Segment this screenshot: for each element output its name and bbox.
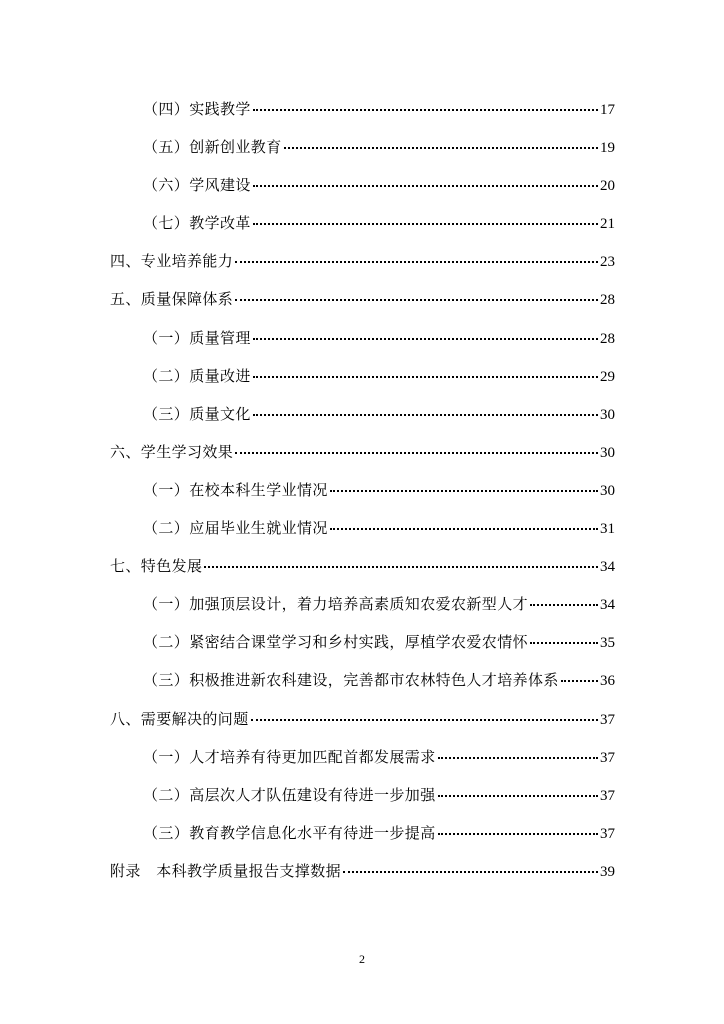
toc-entry-title: 七、特色发展 <box>110 557 203 576</box>
toc-entry-page: 30 <box>600 444 615 461</box>
toc-entry-page: 35 <box>600 635 615 652</box>
toc-entry[interactable] <box>110 280 615 318</box>
toc-entry-title: 六、学生学习效果 <box>110 442 234 461</box>
toc-entry-title: 八、需要解决的问题 <box>110 709 249 728</box>
toc-entry-title: （二）紧密结合课堂学习和乡村实践，厚植学农爱农情怀 <box>143 633 529 652</box>
toc-entry[interactable] <box>110 242 615 280</box>
toc-entry-page: 39 <box>600 863 615 880</box>
toc-dot-leader <box>438 757 598 759</box>
toc-entry-title: 附录 本科教学质量报告支撑数据 <box>110 861 342 880</box>
toc-entry[interactable] <box>110 433 615 471</box>
toc-dot-leader <box>253 185 598 187</box>
toc-entry-page: 37 <box>600 749 615 766</box>
toc-entry[interactable] <box>110 357 615 395</box>
toc-entry-page: 31 <box>600 521 615 538</box>
toc-entry[interactable] <box>110 700 615 738</box>
toc-entry-page: 30 <box>600 406 615 423</box>
toc-entry-page: 28 <box>600 292 615 309</box>
toc-entry-title: （一）人才培养有待更加匹配首都发展需求 <box>143 747 436 766</box>
toc-entry-page: 34 <box>600 559 615 576</box>
toc-entry[interactable] <box>110 738 615 776</box>
toc-dot-leader <box>438 795 598 797</box>
toc-dot-leader <box>253 109 598 111</box>
toc-entry-title: （五）创新创业教育 <box>143 138 282 157</box>
toc-entry[interactable] <box>110 128 615 166</box>
toc-entry[interactable] <box>110 509 615 547</box>
toc-entry[interactable] <box>110 90 615 128</box>
toc-entry-page: 30 <box>600 482 615 499</box>
toc-entry-page: 36 <box>600 673 615 690</box>
toc-entry-page: 19 <box>600 140 615 157</box>
toc-dot-leader <box>253 338 598 340</box>
toc-entry-page: 21 <box>600 216 615 233</box>
toc-dot-leader <box>253 223 598 225</box>
toc-entry[interactable] <box>110 623 615 661</box>
toc-dot-leader <box>438 833 598 835</box>
toc-entry-page: 28 <box>600 330 615 347</box>
toc-dot-leader <box>561 680 598 682</box>
toc-entry-title: 五、质量保障体系 <box>110 290 234 309</box>
toc-entry[interactable] <box>110 166 615 204</box>
toc-entry[interactable] <box>110 395 615 433</box>
toc-entry-title: （一）加强顶层设计，着力培养高素质知农爱农新型人才 <box>143 595 529 614</box>
toc-entry-title: （三）教育教学信息化水平有待进一步提高 <box>143 823 436 842</box>
toc-entry[interactable] <box>110 547 615 585</box>
toc-entry-page: 29 <box>600 368 615 385</box>
toc-entry-page: 20 <box>600 178 615 195</box>
toc-dot-leader <box>530 642 598 644</box>
toc-entry-title: （六）学风建设 <box>143 176 251 195</box>
toc-entry-page: 23 <box>600 254 615 271</box>
toc-entry[interactable] <box>110 471 615 509</box>
toc-entry-title: （四）实践教学 <box>143 100 251 118</box>
toc-dot-leader <box>330 490 598 492</box>
page-number: 2 <box>359 952 365 966</box>
toc-entry-title: （二）质量改进 <box>143 366 251 385</box>
toc-entry[interactable] <box>110 661 615 699</box>
toc-entry[interactable] <box>110 204 615 242</box>
toc-entry-title: （二）高层次人才队伍建设有待进一步加强 <box>143 785 436 804</box>
toc-entry[interactable] <box>110 852 615 890</box>
toc-entry-title: （一）在校本科生学业情况 <box>143 480 328 499</box>
toc-dot-leader <box>235 299 598 301</box>
table-of-contents <box>110 90 615 890</box>
toc-entry-title: （三）积极推进新农科建设，完善都市农林特色人才培养体系 <box>143 671 559 690</box>
toc-entry-title: （二）应届毕业生就业情况 <box>143 519 328 538</box>
toc-dot-leader <box>204 566 598 568</box>
toc-entry-title: （一）质量管理 <box>143 328 251 347</box>
toc-dot-leader <box>284 147 598 149</box>
toc-entry-page: 37 <box>600 825 615 842</box>
toc-dot-leader <box>235 261 598 263</box>
toc-entry-title: 四、专业培养能力 <box>110 252 234 271</box>
toc-entry-page: 37 <box>600 787 615 804</box>
toc-entry[interactable] <box>110 585 615 623</box>
toc-entry[interactable] <box>110 776 615 814</box>
toc-entry[interactable] <box>110 814 615 852</box>
toc-entry-page: 37 <box>600 711 615 728</box>
toc-entry-page: 17 <box>600 102 615 118</box>
toc-dot-leader <box>235 452 598 454</box>
toc-entry-title: （三）质量文化 <box>143 404 251 423</box>
toc-dot-leader <box>253 376 598 378</box>
toc-entry-title: （七）教学改革 <box>143 214 251 233</box>
toc-dot-leader <box>343 871 598 873</box>
toc-dot-leader <box>330 528 598 530</box>
toc-dot-leader <box>253 414 598 416</box>
toc-entry[interactable] <box>110 319 615 357</box>
toc-dot-leader <box>251 719 598 721</box>
toc-dot-leader <box>530 604 598 606</box>
toc-entry-page: 34 <box>600 597 615 614</box>
